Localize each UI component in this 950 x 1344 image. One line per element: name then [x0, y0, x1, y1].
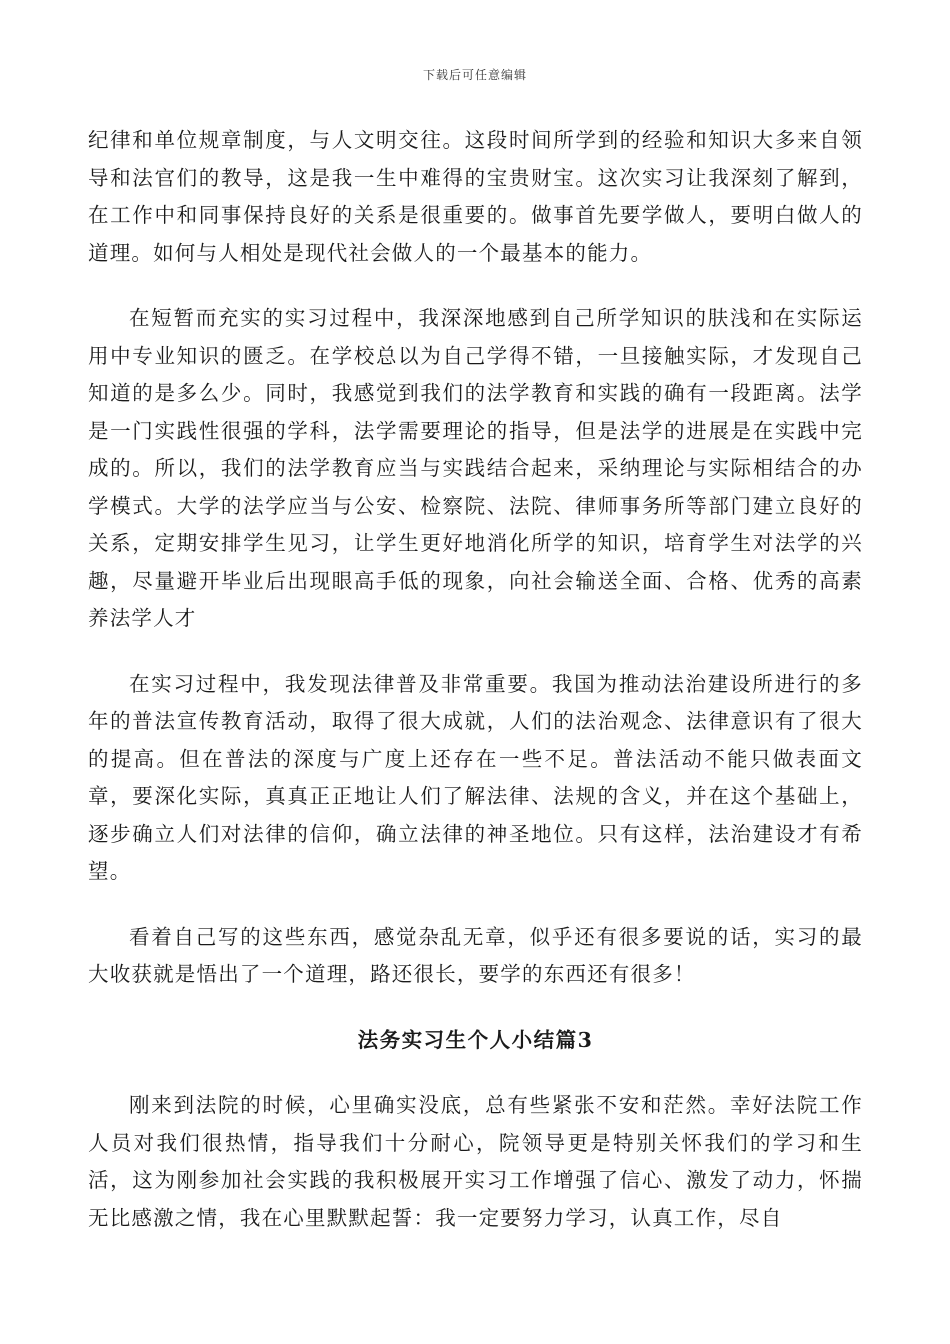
page-header-note: 下载后可任意编辑 [422, 68, 527, 82]
paragraph-gap [88, 638, 863, 666]
paragraph-4: 看着自己写的这些东西，感觉杂乱无章，似乎还有很多要说的话，实习的最大收获就是悟出了一个道理，路还很长，要学的东西还有很多！ [88, 924, 863, 986]
paragraph-gap [88, 994, 863, 1022]
document-body [88, 122, 863, 1237]
paragraph-gap [88, 272, 863, 300]
section-paragraph-1: 刚来到法院的时候，心里确实没底，总有些紧张不安和茫然。幸好法院工作人员对我们很热情，指导我们十分耐心，院领导更是特别关怀我们的学习和生活，这为刚参加社会实践的我积极展开实习工作增强了信心、激发了动力，怀揣无比感激之情，我在心里默默起誓：我一定要努力学习，认真工作，尽自 [88, 1093, 863, 1230]
paragraph-gap [88, 1059, 863, 1087]
section-title: 法务实习生个人小结篇3 [357, 1027, 594, 1052]
paragraph-1: 纪律和单位规章制度，与人文明交往。这段时间所学到的经验和知识大多来自领导和法官们的教导，这是我一生中难得的宝贵财宝。这次实习让我深刻了解到，在工作中和同事保持良好的关系是很重要的。做事首先要学做人，要明白做人的道理。如何与人相处是现代社会做人的一个最基本的能力。 [88, 128, 863, 265]
paragraph-gap [88, 891, 863, 919]
paragraph-2: 在短暂而充实的实习过程中，我深深地感到自己所学知识的肤浅和在实际运用中专业知识的匮乏。在学校总以为自己学得不错，一旦接触实际，才发现自己知道的是多么少。同时，我感觉到我们的法学教育和实践的确有一段距离。法学是一门实践性很强的学科，法学需要理论的指导，但是法学的进展是在实践中完成的。所以，我们的法学教育应当与实践结合起来，采纳理论与实际相结合的办学模式。大学的法学应当与公安、检察院、法院、律师事务所等部门建立良好的关系，定期安排学生见习，让学生更好地消化所学的知识，培育学生对法学的兴趣，尽量避开毕业后出现眼高手低的现象，向社会输送全面、合格、优秀的高素养法学人才 [88, 306, 863, 630]
paragraph-3: 在实习过程中，我发现法律普及非常重要。我国为推动法治建设所进行的多年的普法宣传教育活动，取得了很大成就，人们的法治观念、法律意识有了很大的提高。但在普法的深度与广度上还存在一些不足。普法活动不能只做表面文章，要深化实际，真真正正地让人们了解法律、法规的含义，并在这个基础上，逐步确立人们对法律的信仰，确立法律的神圣地位。只有这样，法治建设才有希望。 [88, 671, 863, 883]
